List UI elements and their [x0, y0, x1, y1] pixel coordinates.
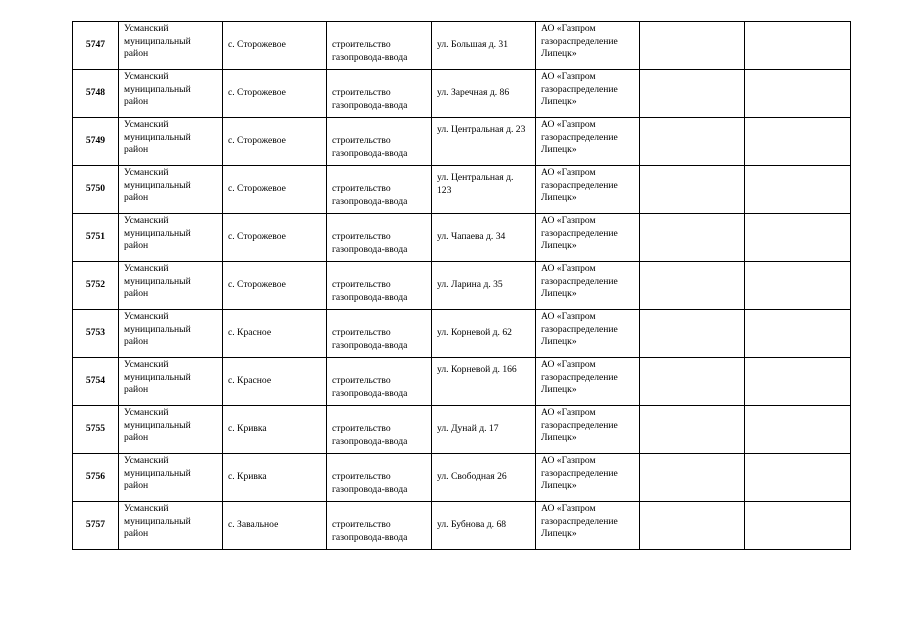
organization-cell: АО «Газпром газораспределение Липецк»: [536, 262, 640, 310]
organization-cell: АО «Газпром газораспределение Липецк»: [536, 502, 640, 550]
row-number: 5751: [73, 214, 119, 262]
row-number: 5752: [73, 262, 119, 310]
empty-cell-1: [640, 262, 745, 310]
village-cell: с. Сторожевое: [223, 262, 327, 310]
address-cell: ул. Большая д. 31: [432, 22, 536, 70]
table-row: [73, 166, 851, 214]
address-cell: ул. Чапаева д. 34: [432, 214, 536, 262]
address-cell: ул. Корневой д. 166: [432, 358, 536, 406]
table-row: [73, 358, 851, 406]
district-cell: Усманский муниципальный район: [119, 502, 223, 550]
row-number: 5748: [73, 70, 119, 118]
district-cell: Усманский муниципальный район: [119, 358, 223, 406]
table-row: [73, 118, 851, 166]
work-type-cell: строительство газопровода-ввода: [327, 358, 432, 406]
work-type-cell: строительство газопровода-ввода: [327, 214, 432, 262]
empty-cell-2: [745, 166, 851, 214]
organization-cell: АО «Газпром газораспределение Липецк»: [536, 310, 640, 358]
table-body: [73, 22, 851, 550]
empty-cell-1: [640, 118, 745, 166]
table-row: [73, 406, 851, 454]
table-row: [73, 70, 851, 118]
address-cell: ул. Дунай д. 17: [432, 406, 536, 454]
gas-connection-registry-table: [72, 21, 851, 550]
organization-cell: АО «Газпром газораспределение Липецк»: [536, 214, 640, 262]
organization-cell: АО «Газпром газораспределение Липецк»: [536, 70, 640, 118]
village-cell: с. Сторожевое: [223, 214, 327, 262]
district-cell: Усманский муниципальный район: [119, 262, 223, 310]
empty-cell-2: [745, 22, 851, 70]
row-number: 5754: [73, 358, 119, 406]
empty-cell-1: [640, 406, 745, 454]
district-cell: Усманский муниципальный район: [119, 22, 223, 70]
village-cell: с. Кривка: [223, 406, 327, 454]
organization-cell: АО «Газпром газораспределение Липецк»: [536, 406, 640, 454]
empty-cell-2: [745, 262, 851, 310]
address-cell: ул. Корневой д. 62: [432, 310, 536, 358]
empty-cell-1: [640, 214, 745, 262]
district-cell: Усманский муниципальный район: [119, 70, 223, 118]
village-cell: с. Сторожевое: [223, 22, 327, 70]
village-cell: с. Красное: [223, 358, 327, 406]
district-cell: Усманский муниципальный район: [119, 118, 223, 166]
table-row: [73, 502, 851, 550]
work-type-cell: строительство газопровода-ввода: [327, 70, 432, 118]
row-number: 5747: [73, 22, 119, 70]
village-cell: с. Красное: [223, 310, 327, 358]
village-cell: с. Сторожевое: [223, 70, 327, 118]
row-number: 5749: [73, 118, 119, 166]
address-cell: ул. Ларина д. 35: [432, 262, 536, 310]
organization-cell: АО «Газпром газораспределение Липецк»: [536, 454, 640, 502]
village-cell: с. Завальное: [223, 502, 327, 550]
district-cell: Усманский муниципальный район: [119, 214, 223, 262]
empty-cell-1: [640, 70, 745, 118]
row-number: 5757: [73, 502, 119, 550]
organization-cell: АО «Газпром газораспределение Липецк»: [536, 358, 640, 406]
row-number: 5756: [73, 454, 119, 502]
district-cell: Усманский муниципальный район: [119, 406, 223, 454]
village-cell: с. Кривка: [223, 454, 327, 502]
work-type-cell: строительство газопровода-ввода: [327, 454, 432, 502]
row-number: 5750: [73, 166, 119, 214]
work-type-cell: строительство газопровода-ввода: [327, 406, 432, 454]
empty-cell-2: [745, 70, 851, 118]
empty-cell-1: [640, 454, 745, 502]
empty-cell-1: [640, 502, 745, 550]
address-cell: ул. Бубнова д. 68: [432, 502, 536, 550]
empty-cell-2: [745, 406, 851, 454]
row-number: 5753: [73, 310, 119, 358]
empty-cell-1: [640, 358, 745, 406]
empty-cell-2: [745, 310, 851, 358]
work-type-cell: строительство газопровода-ввода: [327, 502, 432, 550]
organization-cell: АО «Газпром газораспределение Липецк»: [536, 166, 640, 214]
empty-cell-1: [640, 22, 745, 70]
empty-cell-1: [640, 166, 745, 214]
work-type-cell: строительство газопровода-ввода: [327, 166, 432, 214]
address-cell: ул. Центральная д. 123: [432, 166, 536, 214]
row-number: 5755: [73, 406, 119, 454]
work-type-cell: строительство газопровода-ввода: [327, 22, 432, 70]
empty-cell-2: [745, 214, 851, 262]
village-cell: с. Сторожевое: [223, 166, 327, 214]
table-row: [73, 22, 851, 70]
table-row: [73, 262, 851, 310]
table-row: [73, 214, 851, 262]
address-cell: ул. Центральная д. 23: [432, 118, 536, 166]
village-cell: с. Сторожевое: [223, 118, 327, 166]
empty-cell-2: [745, 502, 851, 550]
work-type-cell: строительство газопровода-ввода: [327, 262, 432, 310]
district-cell: Усманский муниципальный район: [119, 166, 223, 214]
empty-cell-2: [745, 118, 851, 166]
address-cell: ул. Свободная 26: [432, 454, 536, 502]
empty-cell-2: [745, 358, 851, 406]
work-type-cell: строительство газопровода-ввода: [327, 310, 432, 358]
organization-cell: АО «Газпром газораспределение Липецк»: [536, 22, 640, 70]
empty-cell-2: [745, 454, 851, 502]
table-row: [73, 454, 851, 502]
district-cell: Усманский муниципальный район: [119, 454, 223, 502]
table-row: [73, 310, 851, 358]
district-cell: Усманский муниципальный район: [119, 310, 223, 358]
organization-cell: АО «Газпром газораспределение Липецк»: [536, 118, 640, 166]
address-cell: ул. Заречная д. 86: [432, 70, 536, 118]
empty-cell-1: [640, 310, 745, 358]
work-type-cell: строительство газопровода-ввода: [327, 118, 432, 166]
